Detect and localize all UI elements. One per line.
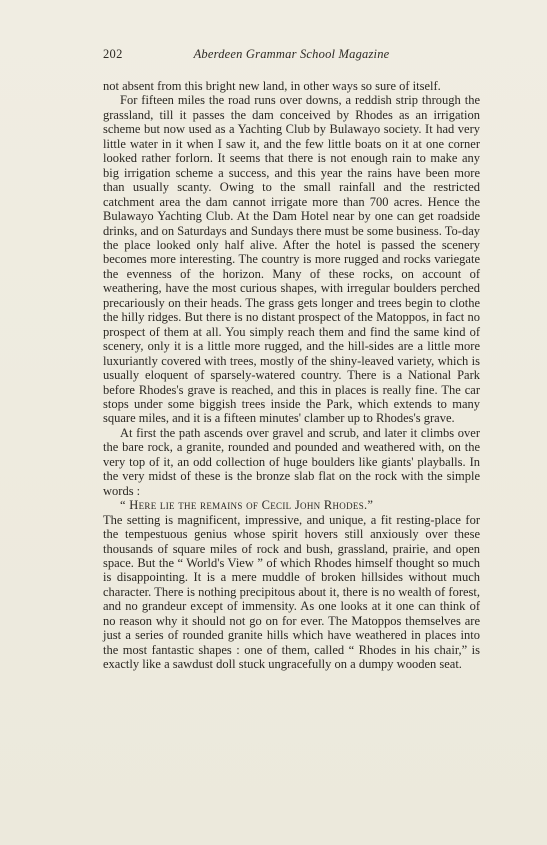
- grave-inscription: “ Here lie the remains of Cecil John Rhodes.”: [120, 498, 374, 513]
- running-title: Aberdeen Grammar School Magazine: [193, 47, 390, 61]
- paragraph-road-to-matoppos: For fifteen miles the road runs over downs, a reddish strip through the grassland, till it passes the dam conceived by Rhodes as an irrigation scheme but now used as a Yachting Club by Bulawayo society. It had very little water in it when I saw it, and the few little boats on it at one corner looked rather forlorn. It seems that there is not enough rain to make any big irrigation scheme a success, and this year the rains have been more than usually scanty. Owing to the small rainfall and the restricted catchment area the dam cannot irrigate more than 700 acres. Hence the Bulawayo Yachting Club. At the Dam Hotel near by one can get roadside drinks, and on Saturdays and Sundays there must be some business. To-day the place looked only half alive. After the hotel is passed the scenery becomes more interesting. The country is more rugged and rocks variegate the evenness of the horizon. Many of these rocks, on account of weathering, have the most curious shapes, with irregular boulders perched precariously on their heads. The grass gets longer and trees begin to clothe the hilly ridges. But there is no distant prospect of the Matoppos, in fact no prospect of them at all. You simply reach them and find the same kind of scenery, only it is a little more rugged, and the hill-sides are a little more luxuriantly covered with trees, mostly of the shiny-leaved variety, which is usually eloquent of sparsely-watered country. There is a National Park before Rhodes's grave is reached, and this in places is really fine. The car stops under some biggish trees inside the Park, which extends to many square miles, and it is a fifteen minutes' clamber up to Rhodes's grave.: [103, 93, 480, 426]
- article-body: [103, 79, 480, 672]
- page-number: 202: [103, 47, 123, 61]
- paragraph-continuation: not absent from this bright new land, in other ways so sure of itself.: [103, 79, 441, 93]
- paragraph-path-to-grave: At first the path ascends over gravel and scrub, and later it climbs over the bare rock, a granite, rounded and pounded and weathered with, on the very top of it, an odd collection of huge boulders like giants' playballs. In the very midst of these is the bronze slab flat on the rock with the simple words :: [103, 425, 480, 498]
- page-header: [103, 47, 480, 67]
- paragraph-worlds-view: The setting is magnificent, impressive, and unique, a fit resting-place for the tempestuous genius whose spirit hovers still anxiously over these thousands of square miles of rock and bush, grassland, prairie, and open space. But the “ World's View ” of which Rhodes himself thought so much is disappointing. It is a mere muddle of broken hillsides without much character. There is nothing precipitous about it, there is no wealth of forest, and no grandeur except of immensity. As one looks at it one can think of no reason why it should not go on for ever. The Matoppos themselves are just a series of rounded granite hills which have weathered in places into the most fantastic shapes : one of them, called “ Rhodes in his chair,” is exactly like a sawdust doll stuck ungracefully on a dumpy wooden seat.: [103, 512, 480, 672]
